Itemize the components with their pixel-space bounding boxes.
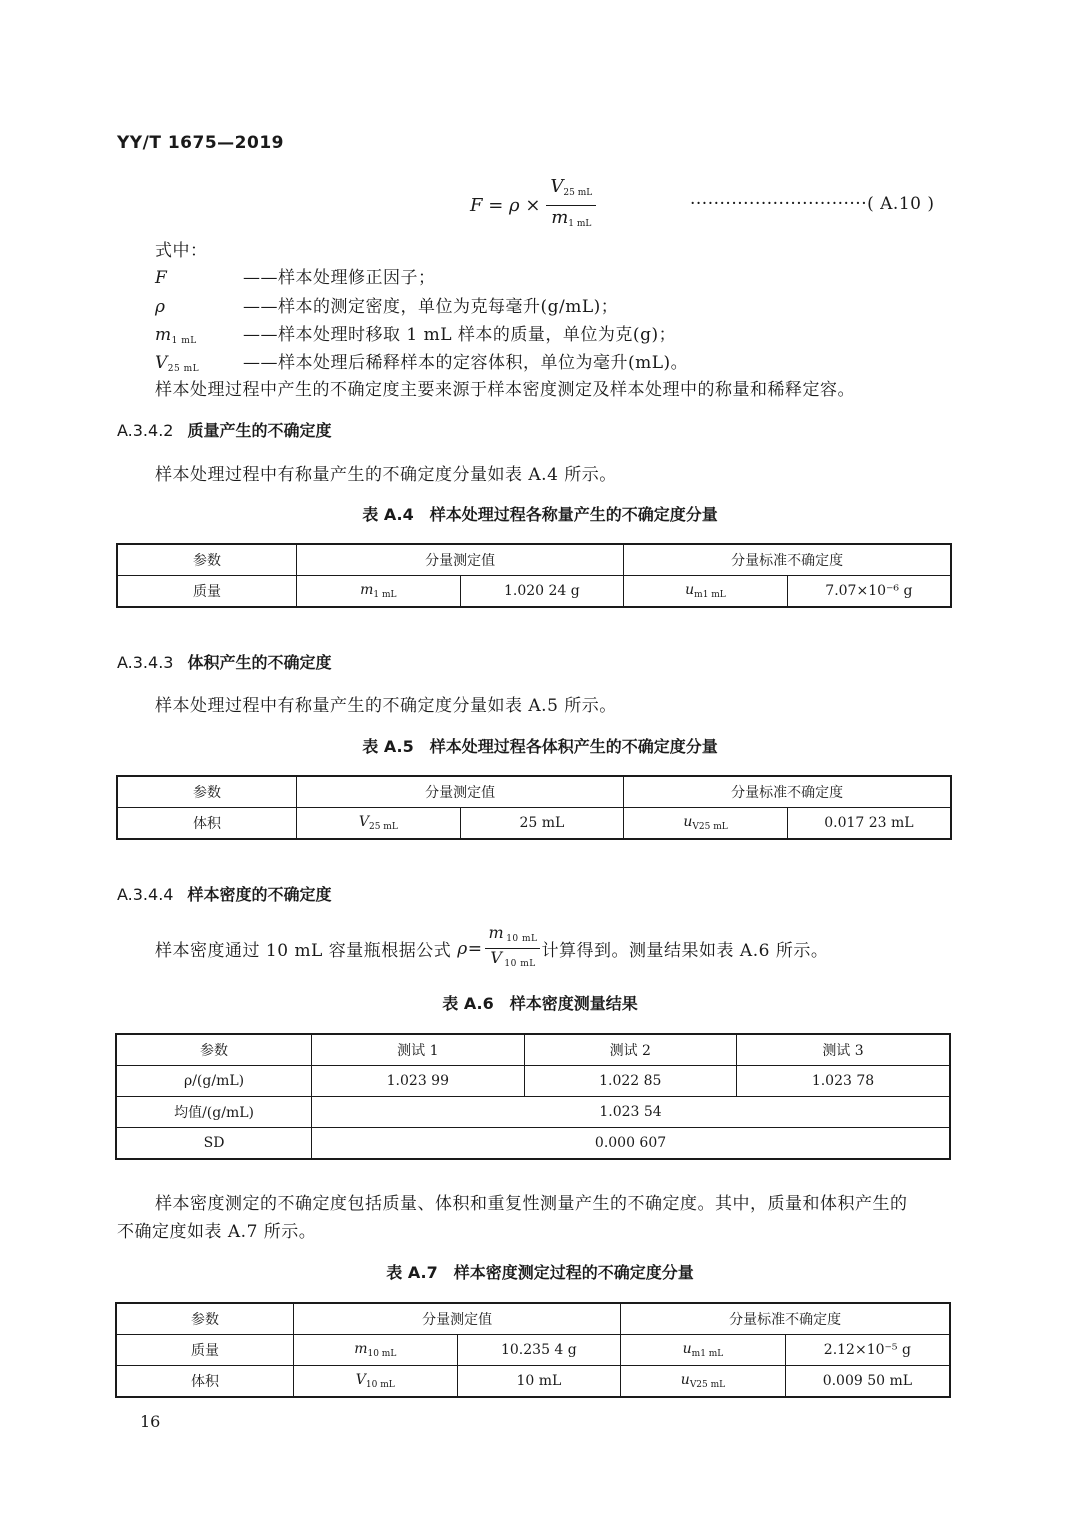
frac-num-sub: 10 mL [506,934,538,944]
section-heading [117,650,331,673]
table-cell: 0.009 50 mL [785,1366,950,1398]
table-row [116,1335,950,1366]
formula-num-var: V [550,175,564,197]
symbol: m [354,1341,368,1357]
table-cell: ρ/(g/mL) [116,1066,312,1097]
table-cell: 0.000 607 [312,1128,950,1160]
table-header: 参数 [116,1303,293,1335]
where-intro: 式中： [155,241,208,261]
table-cell: 10 mL [457,1366,621,1398]
table-a5 [116,775,952,840]
table-cell [293,1366,457,1398]
table-cell [297,576,461,608]
symbol: u [682,1341,692,1357]
table-caption: 表 A.4 样本处理过程各称量产生的不确定度分量 [362,505,718,524]
table-header: 分量测定值 [297,544,624,576]
symbol-sub: 1 mL [373,590,397,600]
table-cell [297,808,461,840]
paragraph-text: 计算得到。测量结果如表 A.6 所示。 [541,941,829,961]
table-cell: 1.020 24 g [460,576,624,608]
table-header: 参数 [117,544,297,576]
formula-lhs: F = ρ × [470,194,541,216]
table-cell: 均值/(g/mL) [116,1097,312,1128]
symbol-sub: 10 mL [365,1380,395,1390]
table-header: 分量标准不确定度 [624,776,951,808]
where-summary: 样本处理过程中产生的不确定度主要来源于样本密度测定及样本处理中的称量和稀释定容。 [155,380,855,400]
symbol: m [360,582,374,598]
table-header: 参数 [117,776,297,808]
rho-symbol: ρ= [457,938,483,959]
table-row [116,1366,950,1398]
symbol-sub: 25 mL [368,822,398,832]
table-cell [621,1366,786,1398]
table-a7 [115,1302,951,1398]
def-symbol: m [155,325,172,345]
def-symbol-sub: 25 mL [167,364,200,374]
table-a6 [115,1033,951,1160]
symbol: V [358,814,369,830]
table-caption: 表 A.5 样本处理过程各体积产生的不确定度分量 [362,737,718,756]
table-cell: 0.017 23 mL [787,808,951,840]
table-header: 分量标准不确定度 [621,1303,950,1335]
def-symbol: V [155,353,168,373]
symbol-sub: V25 mL [692,822,728,832]
table-cell: 质量 [117,576,297,608]
formula-fraction [546,177,596,234]
def-row [155,292,618,317]
table-cell: 1.023 78 [737,1066,951,1097]
table-cell: 质量 [116,1335,293,1366]
paragraph-line: 不确定度如表 A.7 所示。 [117,1222,317,1242]
table-cell [293,1335,457,1366]
table-header: 测试 2 [524,1034,736,1066]
symbol: u [683,814,693,830]
def-row [155,348,688,374]
symbol-sub: 10 mL [367,1349,397,1359]
standard-code: YY/T 1675—2019 [117,133,284,153]
table-a4 [116,543,952,608]
symbol-sub: V25 mL [689,1380,726,1390]
table-caption: 表 A.7 样本密度测定过程的不确定度分量 [386,1263,694,1282]
density-fraction [485,924,540,973]
table-cell [621,1335,786,1366]
table-header: 测试 3 [737,1034,951,1066]
symbol-sub: m1 mL [694,590,726,600]
def-row [155,320,676,346]
table-cell [624,576,788,608]
table-header: 测试 1 [312,1034,524,1066]
frac-den: V [490,948,503,967]
table-cell: 10.235 4 g [457,1335,621,1366]
def-row [155,263,436,288]
paragraph-line: 样本密度测定的不确定度包括质量、体积和重复性测量产生的不确定度。其中，质量和体积产生的 [155,1194,908,1214]
table-cell: 1.022 85 [524,1066,736,1097]
table-cell: SD [116,1128,312,1160]
formula-a10 [470,175,596,230]
formula-den-sub: 1 mL [568,218,592,229]
section-number: A.3.4.3 [117,653,174,672]
table-cell [624,808,788,840]
section-paragraph: 样本处理过程中有称量产生的不确定度分量如表 A.5 所示。 [155,696,617,716]
section-title: 质量产生的不确定度 [187,421,332,440]
def-text: ——样本的测定密度，单位为克每毫升(g/mL)； [243,297,619,317]
def-text: ——样本处理后稀释样本的定容体积，单位为毫升(mL)。 [243,353,689,373]
def-text: ——样本处理修正因子； [243,268,436,288]
table-cell: 体积 [116,1366,293,1398]
table-cell: 体积 [117,808,297,840]
def-text: ——样本处理时移取 1 mL 样本的质量，单位为克(g)； [243,325,677,345]
symbol-sub: m1 mL [691,1349,724,1359]
table-cell: 25 mL [460,808,624,840]
section-paragraph: 样本处理过程中有称量产生的不确定度分量如表 A.4 所示。 [155,465,617,485]
table-cell: 1.023 99 [312,1066,524,1097]
section-title: 体积产生的不确定度 [187,653,332,672]
section-number: A.3.4.4 [117,885,174,904]
def-symbol-sub: 1 mL [171,336,197,346]
frac-num: m [488,923,505,942]
section-number: A.3.4.2 [117,421,174,440]
table-cell: 7.07×10⁻⁶ g [787,576,951,608]
density-formula-paragraph [155,924,828,973]
table-header: 分量测定值 [293,1303,620,1335]
section-title: 样本密度的不确定度 [187,885,332,904]
formula-den-var: m [551,206,569,228]
paragraph-text: 样本密度通过 10 mL 容量瓶根据公式 [155,941,452,961]
table-caption: 表 A.6 样本密度测量结果 [442,994,638,1013]
equation-number: ······························( A.10 ) [690,194,935,214]
table-cell: 2.12×10⁻⁵ g [785,1335,950,1366]
symbol: u [685,582,695,598]
page-number: 16 [140,1412,161,1431]
frac-den-sub: 10 mL [504,959,536,969]
section-heading [117,882,331,905]
table-header: 分量测定值 [297,776,624,808]
table-cell: 1.023 54 [312,1097,950,1128]
def-symbol: ρ [155,297,166,317]
table-header: 分量标准不确定度 [624,544,951,576]
symbol: V [355,1372,366,1388]
table-header: 参数 [116,1034,312,1066]
section-heading [117,418,331,441]
def-symbol: F [155,268,168,288]
formula-num-sub: 25 mL [563,187,593,198]
symbol: u [680,1372,690,1388]
